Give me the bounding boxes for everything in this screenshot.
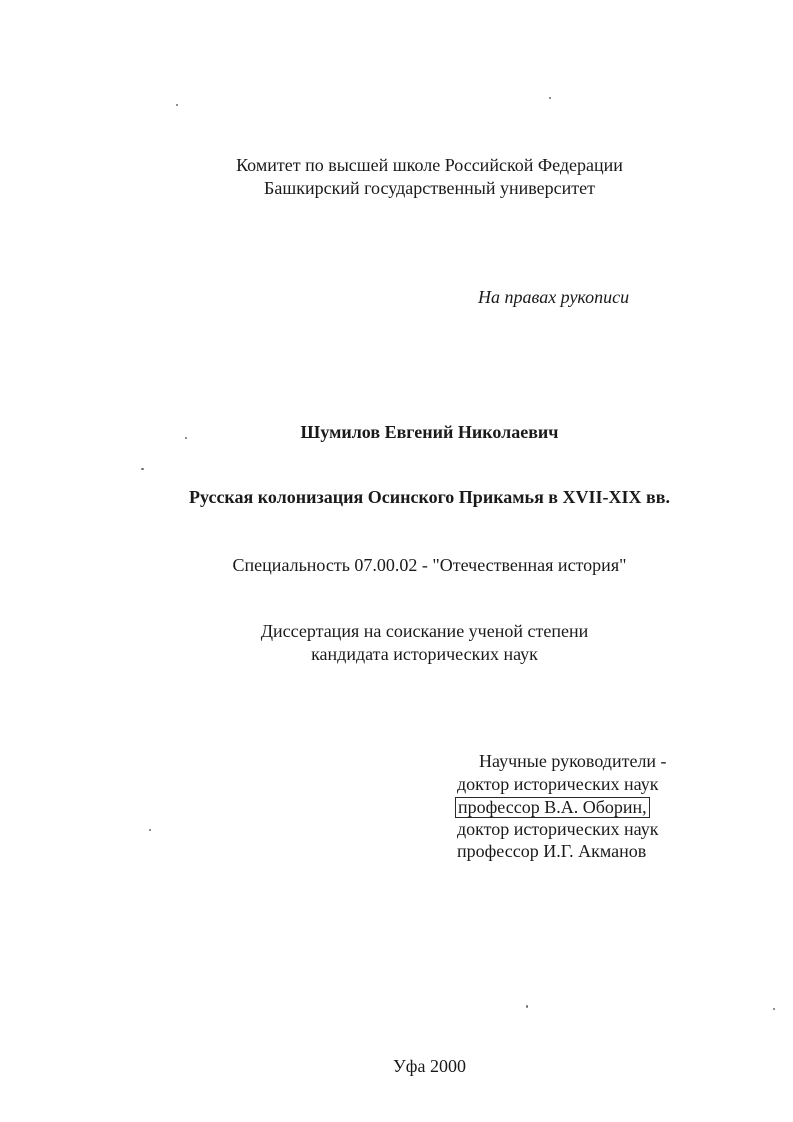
author-name: Шумилов Евгений Николаевич bbox=[300, 422, 559, 442]
scan-speck bbox=[141, 468, 144, 470]
city-year: Уфа 2000 bbox=[393, 1056, 466, 1076]
dissertation-degree-line-2: кандидата исторических наук bbox=[311, 644, 538, 664]
supervisors-heading: Научные руководители - bbox=[479, 751, 667, 771]
organization-line-1: Комитет по высшей школе Российской Федерации bbox=[236, 155, 623, 175]
scan-speck bbox=[773, 1008, 775, 1010]
rights-note: На правах рукописи bbox=[478, 287, 630, 307]
supervisor-degree: доктор исторических наук bbox=[457, 774, 659, 794]
scan-speck bbox=[176, 104, 178, 106]
scan-speck bbox=[526, 1005, 528, 1008]
dissertation-title: Русская колонизация Осинского Прикамья в XVII-XIX вв. bbox=[189, 487, 670, 507]
supervisor-name: профессор И.Г. Акманов bbox=[457, 841, 647, 861]
organization-line-2: Башкирский государственный университет bbox=[264, 178, 595, 198]
supervisor-degree: доктор исторических наук bbox=[457, 819, 659, 839]
dissertation-degree-line-1: Диссертация на соискание ученой степени bbox=[260, 621, 589, 641]
scan-speck bbox=[549, 97, 551, 99]
supervisor-name: профессор В.А. Оборин, bbox=[455, 797, 650, 818]
scan-speck bbox=[149, 829, 151, 831]
specialty: Специальность 07.00.02 - "Отечественная история" bbox=[232, 555, 627, 575]
